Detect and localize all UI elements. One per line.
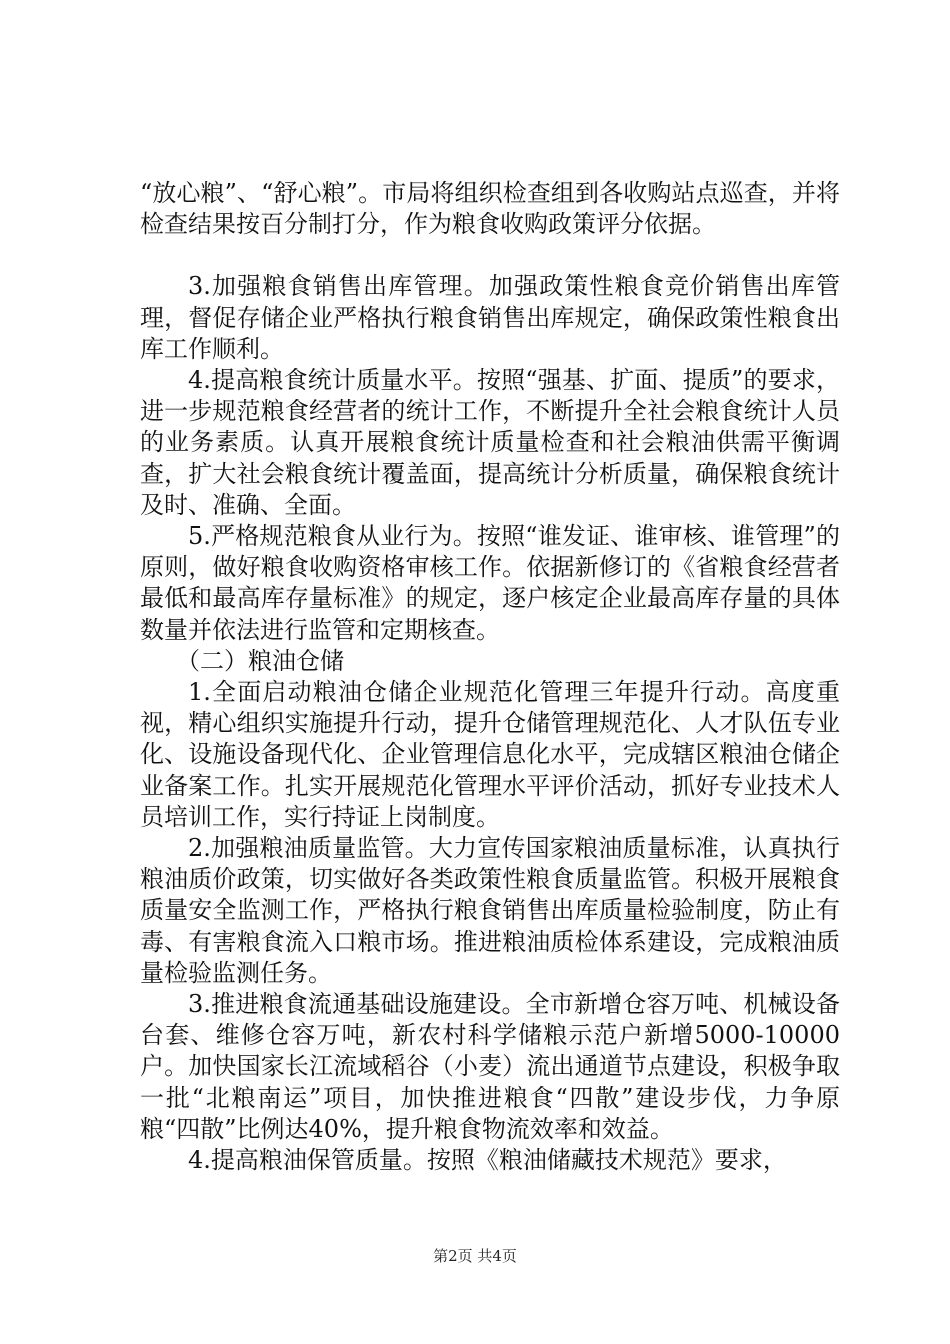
paragraph-continuation: “放心粮”、“舒心粮”。市局将组织检查组到各收购站点巡查，并将检查结果按百分制打分，作为粮食收购政策评分依据。 [140, 179, 840, 239]
paragraph-quality-supervision: 2.加强粮油质量监管。大力宣传国家粮油质量标准，认真执行粮油质价政策，切实做好各类政策性粮食质量监管。积极开展粮食质量安全监测工作，严格执行粮食销售出库质量检验制度，防止有毒、有害粮食流入口粮市场。推进粮油质检体系建设，完成粮油质量检验监测任务。 [140, 834, 840, 987]
document-body [140, 178, 840, 1176]
paragraph-statistics-quality: 4.提高粮食统计质量水平。按照“强基、扩面、提质”的要求，进一步规范粮食经营者的统计工作，不断提升全社会粮食统计人员的业务素质。认真开展粮食统计质量检查和社会粮油供需平衡调查，扩大社会粮食统计覆盖面，提高统计分析质量，确保粮食统计及时、准确、全面。 [140, 366, 840, 519]
paragraph-storage-standardization: 1.全面启动粮油仓储企业规范化管理三年提升行动。高度重视，精心组织实施提升行动，提升仓储管理规范化、人才队伍专业化、设施设备现代化、企业管理信息化水平，完成辖区粮油仓储企业备案工作。扎实开展规范化管理水平评价活动，抓好专业技术人员培训工作，实行持证上岗制度。 [140, 678, 840, 831]
section-heading-storage: （二）粮油仓储 [176, 646, 344, 675]
page-footer: 第2页 共4页 [433, 1247, 517, 1265]
paragraph-industry-conduct: 5.严格规范粮食从业行为。按照“谁发证、谁审核、谁管理”的原则，做好粮食收购资格审核工作。依据新修订的《省粮食经营者最低和最高库存量标准》的规定，逐户核定企业最高库存量的具体数量并依法进行监管和定期核查。 [140, 522, 840, 644]
paragraph-storage-quality: 4.提高粮油保管质量。按照《粮油储藏技术规范》要求， [188, 1146, 787, 1175]
paragraph-sales-management: 3.加强粮食销售出库管理。加强政策性粮食竞价销售出库管理，督促存储企业严格执行粮食销售出库规定，确保政策性粮食出库工作顺利。 [140, 272, 840, 363]
paragraph-infrastructure: 3.推进粮食流通基础设施建设。全市新增仓容万吨、机械设备台套、维修仓容万吨，新农村科学储粮示范户新增5000-10000户。加快国家长江流域稻谷（小麦）流出通道节点建设，积极争取一批“北粮南运”项目，加快推进粮食“四散”建设步伐，力争原粮“四散”比例达40%，提升粮食物流效率和效益。 [140, 990, 840, 1143]
